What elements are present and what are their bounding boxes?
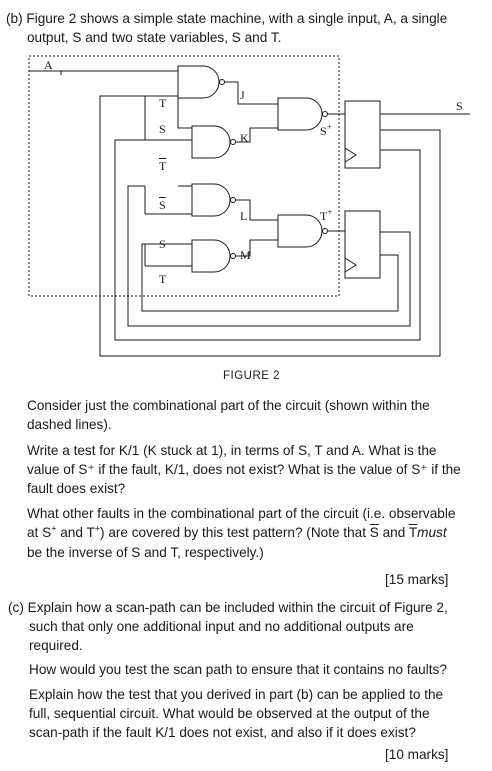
part-b-intro-line1: (b) Figure 2 shows a simple state machine, with a single input, A, a single <box>6 11 448 26</box>
label-output-s: S <box>456 99 463 113</box>
nand-gate-j <box>178 66 219 98</box>
part-c-q3-line3: scan-path if the fault K/1 does not exist, and also if it does exist? <box>29 725 416 740</box>
figure-caption: FIGURE 2 <box>223 370 281 382</box>
nand-gate-k <box>192 126 230 158</box>
nand-gate-l <box>192 184 230 216</box>
para3-line2: at S+ and T+) are covered by this test pattern? (Note that $\overline{S}$ and $\overline{T}must$ <box>27 523 447 540</box>
part-c-q3-line1: Explain how the test that you derived in part (b) can be applied to the <box>29 687 444 702</box>
para3-line3: be the inverse of S and T, respectively.) <box>27 545 264 560</box>
part-c-q3-line2: full, sequential circuit. What would be observed at the output of the <box>29 706 430 721</box>
flip-flop-t <box>345 211 380 278</box>
part-c-marks: [10 marks] <box>385 747 449 762</box>
part-c-q2: How would you test the scan path to ensure that it contains no faults? <box>29 662 447 677</box>
para2-line2: value of S⁺ if the fault, K/1, does not exist? What is the value of S⁺ if the <box>27 462 461 477</box>
flip-flop-s <box>345 101 380 168</box>
part-c-line1: (c) Explain how a scan-path can be included within the circuit of Figure 2, <box>8 600 448 615</box>
label-in-t1: T <box>159 96 167 110</box>
nand-gate-s-plus <box>278 98 322 130</box>
label-net-k: K <box>240 131 249 145</box>
label-in-s2: S <box>159 237 166 251</box>
label-net-l: L <box>240 209 248 223</box>
nand-gate-m <box>192 240 230 272</box>
label-in-s1: S <box>159 122 166 136</box>
label-in-sbar: $\overline{S}$ <box>159 198 166 212</box>
label-next-s: S+ <box>320 122 332 138</box>
para1-line2: dashed lines). <box>27 417 112 432</box>
para2-line1: Write a test for K/1 (K stuck at 1), in terms of S, T and A. What is the <box>27 443 437 458</box>
nand-gate-t-plus <box>278 215 322 247</box>
part-b-intro-line2: output, S and two state variables, S and T. <box>27 30 282 45</box>
para1-line1: Consider just the combinational part of the circuit (shown within the <box>27 398 430 413</box>
part-c-line2: such that only one additional input and no additional outputs are <box>29 619 414 634</box>
label-net-j: J <box>240 88 245 102</box>
para2-line3: fault does exist? <box>27 481 126 496</box>
label-input-a: A <box>44 58 53 72</box>
para3-line1: What other faults in the combinational part of the circuit (i.e. observable <box>27 506 456 521</box>
part-c-line3: required. <box>29 638 83 653</box>
label-in-t2: T <box>159 272 167 286</box>
label-net-m: M <box>240 248 251 262</box>
combinational-boundary <box>29 56 339 296</box>
part-b-marks: [15 marks] <box>385 572 449 587</box>
label-next-t: T+ <box>320 207 333 223</box>
label-in-tbar: $\overline{T}$ <box>159 159 167 173</box>
